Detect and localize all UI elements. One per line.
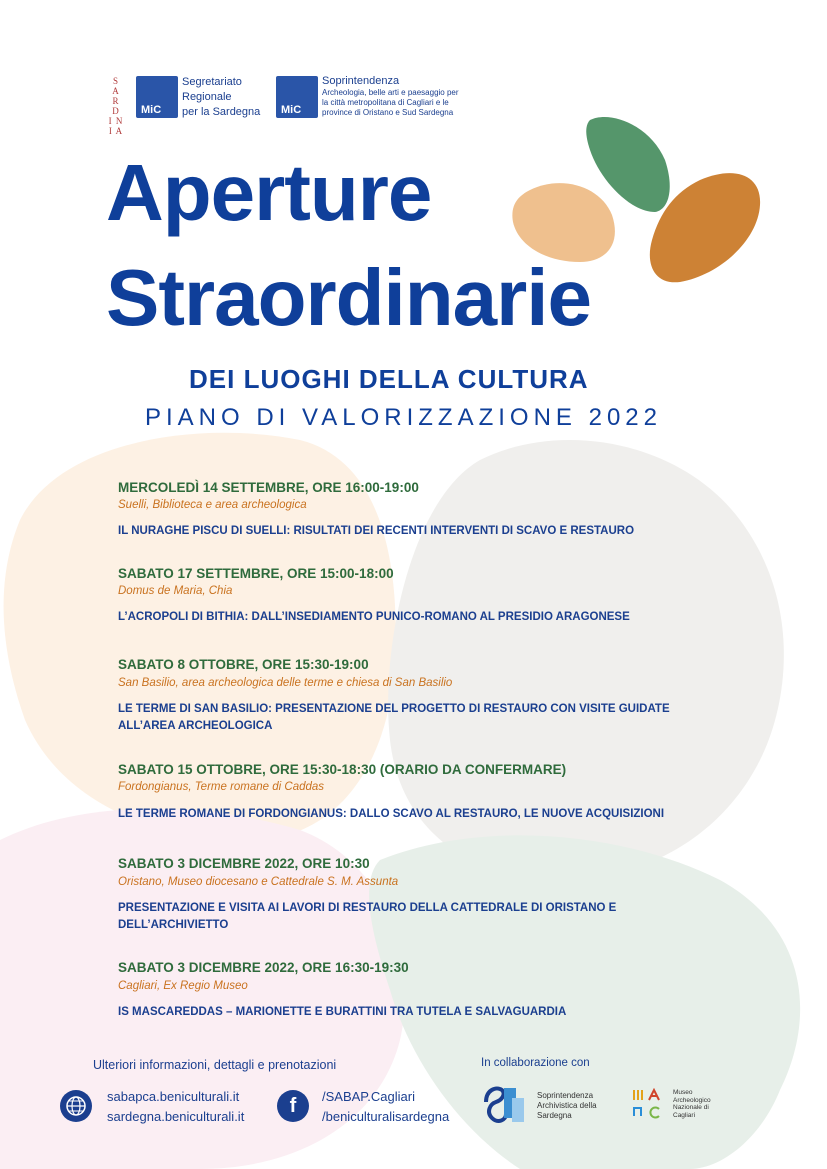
museo-line2: Archeologico — [673, 1096, 711, 1104]
event-title: IS MASCAREDDAS – MARIONETTE E BURATTINI TRA TUTELA E SALVAGUARDIA — [118, 1006, 567, 1018]
event-title: IL NURAGHE PISCU DI SUELLI: RISULTATI DEI RECENTI INTERVENTI DI SCAVO E RESTAURO — [118, 525, 635, 537]
archivistica-line1: Soprintendenza — [537, 1091, 594, 1100]
mic-logo-1: MiC — [136, 76, 178, 118]
event-place: Cagliari, Ex Regio Museo — [118, 980, 248, 992]
event-date: MERCOLEDÌ 14 SETTEMBRE, ORE 16:00-19:00 — [118, 480, 419, 495]
event-date: SABATO 17 SETTEMBRE, ORE 15:00-18:00 — [118, 566, 394, 581]
globe-icon — [60, 1090, 92, 1122]
museo-line3: Nazionale di — [673, 1104, 709, 1111]
museo-line4: Cagliari — [673, 1111, 696, 1119]
logo2-line3: la città metropolitana di Cagliari e le — [322, 98, 449, 107]
museo-line1: Museo — [673, 1089, 693, 1096]
logo1-line3: per la Sardegna — [182, 106, 261, 118]
event-date: SABATO 3 DICEMBRE 2022, ORE 10:30 — [118, 856, 370, 871]
event-place: Suelli, Biblioteca e area archeologica — [118, 499, 307, 511]
facebook-icon: f — [277, 1090, 309, 1122]
logo2-line1: Soprintendenza — [322, 75, 400, 87]
museo-text — [673, 1089, 711, 1119]
museo-logo-icon — [632, 1088, 664, 1120]
event-title: PRESENTAZIONE E VISITA AI LAVORI DI RESTAURO DELLA CATTEDRALE DI ORISTANO E DELL’ARCHIVIETTO — [118, 902, 617, 931]
title-line2: Straordinarie — [106, 253, 591, 342]
archivistica-line3: Sardegna — [537, 1111, 572, 1120]
event-date: SABATO 15 OTTOBRE, ORE 15:30-18:30 (ORARIO DA CONFERMARE) — [118, 762, 567, 777]
logo1-line1: Segretariato — [182, 76, 242, 88]
info-label: Ulteriori informazioni, dettagli e prenotazioni — [93, 1058, 337, 1072]
event-date: SABATO 8 OTTOBRE, ORE 15:30-19:00 — [118, 657, 369, 672]
sardinia-logo: S A R D I N I A — [108, 76, 124, 136]
archivistica-text — [537, 1091, 597, 1121]
site-link-sabapca[interactable]: sabapca.beniculturali.it — [107, 1089, 240, 1104]
facebook-link-sabap[interactable]: /SABAP.Cagliari — [322, 1089, 415, 1104]
collab-label: In collaborazione con — [481, 1057, 590, 1069]
light-orange-leaf — [512, 183, 615, 262]
archivistica-line2: Archivistica della — [537, 1101, 597, 1110]
event-date: SABATO 3 DICEMBRE 2022, ORE 16:30-19:30 — [118, 960, 409, 975]
event-place: Fordongianus, Terme romane di Caddas — [118, 781, 325, 793]
mic-logo-2: MiC — [276, 76, 318, 118]
logo1-line2: Regionale — [182, 91, 232, 103]
logo2-line2: Archeologia, belle arti e paesaggio per — [322, 88, 459, 97]
event-title: LE TERME ROMANE DI FORDONGIANUS: DALLO SCAVO AL RESTAURO, LE NUOVE ACQUISIZIONI — [118, 808, 665, 820]
event-place: San Basilio, area archeologica delle terme e chiesa di San Basilio — [118, 677, 453, 689]
event-title: L’ACROPOLI DI BITHIA: DALL’INSEDIAMENTO PUNICO-ROMANO AL PRESIDIO ARAGONESE — [118, 611, 630, 623]
event-place: Oristano, Museo diocesano e Cattedrale S. M. Assunta — [118, 876, 399, 888]
subtitle-piano: PIANO DI VALORIZZAZIONE 2022 — [145, 404, 662, 431]
subtitle-cultura: DEI LUOGHI DELLA CULTURA — [189, 364, 589, 394]
site-link-sardegna[interactable]: sardegna.beniculturali.it — [107, 1109, 245, 1124]
segretariato-logo-text — [182, 75, 260, 120]
soprintendenza-logo-text — [322, 75, 459, 118]
event-place: Domus de Maria, Chia — [118, 585, 233, 597]
title-line1: Aperture — [106, 148, 432, 237]
archivistica-logo-icon — [482, 1082, 528, 1126]
facebook-link-beniculturali[interactable]: /beniculturalisardegna — [322, 1109, 450, 1124]
logo2-line4: province di Oristano e Sud Sardegna — [322, 108, 454, 117]
event-title: LE TERME DI SAN BASILIO: PRESENTAZIONE DEL PROGETTO DI RESTAURO CON VISITE GUIDATE ALL’AREA ARCHEOLOGICA — [118, 703, 670, 732]
